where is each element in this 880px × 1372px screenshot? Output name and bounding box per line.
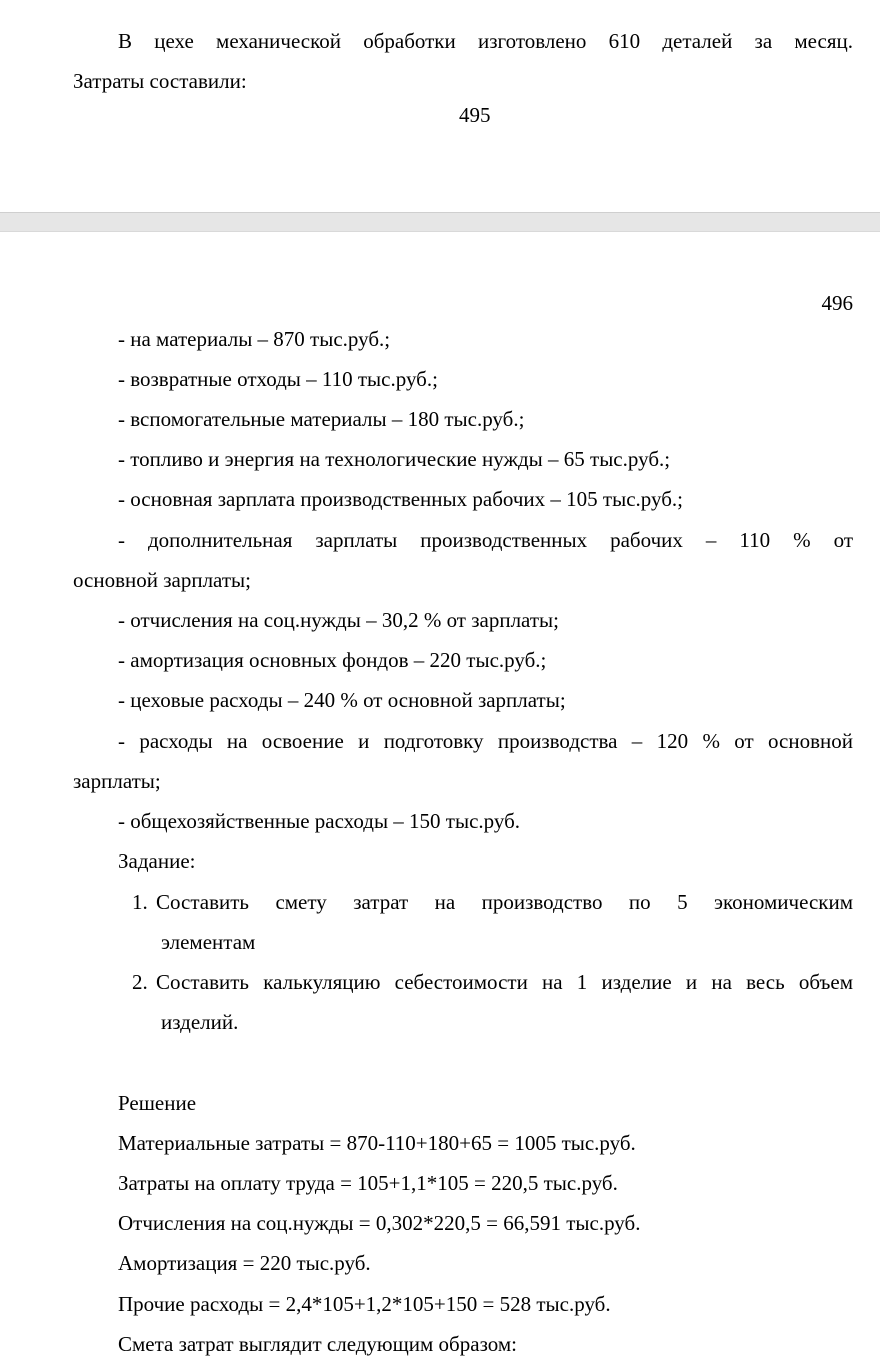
- cost-item: - топливо и энергия на технологические нужды – 65 тыс.руб.;: [118, 447, 671, 471]
- cost-item: - цеховые расходы – 240 % от основной зарплаты;: [118, 688, 566, 712]
- task-heading: Задание:: [118, 849, 196, 873]
- page-number: 496: [821, 291, 853, 315]
- cost-item: - отчисления на соц.нужды – 30,2 % от зарплаты;: [118, 608, 559, 632]
- task-item: Составить калькуляцию себестоимости на 1 изделие и на весь объем: [156, 970, 853, 994]
- cost-item: - дополнительная зарплаты производственных рабочих – 110 % от: [118, 528, 853, 552]
- cost-item: - расходы на освоение и подготовку производства – 120 % от основной: [118, 729, 853, 753]
- solution-line: Затраты на оплату труда = 105+1,1*105 = 220,5 тыс.руб.: [118, 1171, 618, 1195]
- task-number: 2.: [132, 970, 148, 994]
- cost-item: - на материалы – 870 тыс.руб.;: [118, 327, 391, 351]
- task-item-continuation: изделий.: [161, 1010, 239, 1034]
- cost-item: - возвратные отходы – 110 тыс.руб.;: [118, 367, 438, 391]
- page-number: 495: [459, 103, 491, 127]
- solution-line: Прочие расходы = 2,4*105+1,2*105+150 = 528 тыс.руб.: [118, 1292, 611, 1316]
- task-number: 1.: [132, 890, 148, 914]
- cost-item: - вспомогательные материалы – 180 тыс.руб.;: [118, 407, 525, 431]
- intro-line-1: В цехе механической обработки изготовлено 610 деталей за месяц.: [118, 29, 853, 53]
- task-item: Составить смету затрат на производство по 5 экономическим: [156, 890, 853, 914]
- cost-item: - основная зарплата производственных рабочих – 105 тыс.руб.;: [118, 487, 683, 511]
- intro-line-2: Затраты составили:: [73, 69, 247, 93]
- task-item-continuation: элементам: [161, 930, 256, 954]
- cost-item: - общехозяйственные расходы – 150 тыс.руб.: [118, 809, 521, 833]
- solution-line: Амортизация = 220 тыс.руб.: [118, 1251, 371, 1275]
- document-page-495: [0, 0, 880, 212]
- solution-line: Материальные затраты = 870-110+180+65 = 1005 тыс.руб.: [118, 1131, 636, 1155]
- cost-item-continuation: основной зарплаты;: [73, 568, 251, 592]
- document-page-496: [0, 232, 880, 1372]
- solution-line: Смета затрат выглядит следующим образом:: [118, 1332, 517, 1356]
- solution-line: Отчисления на соц.нужды = 0,302*220,5 = 66,591 тыс.руб.: [118, 1211, 641, 1235]
- page-separator: [0, 212, 880, 232]
- cost-item: - амортизация основных фондов – 220 тыс.руб.;: [118, 648, 547, 672]
- solution-heading: Решение: [118, 1091, 197, 1115]
- cost-item-continuation: зарплаты;: [73, 769, 161, 793]
